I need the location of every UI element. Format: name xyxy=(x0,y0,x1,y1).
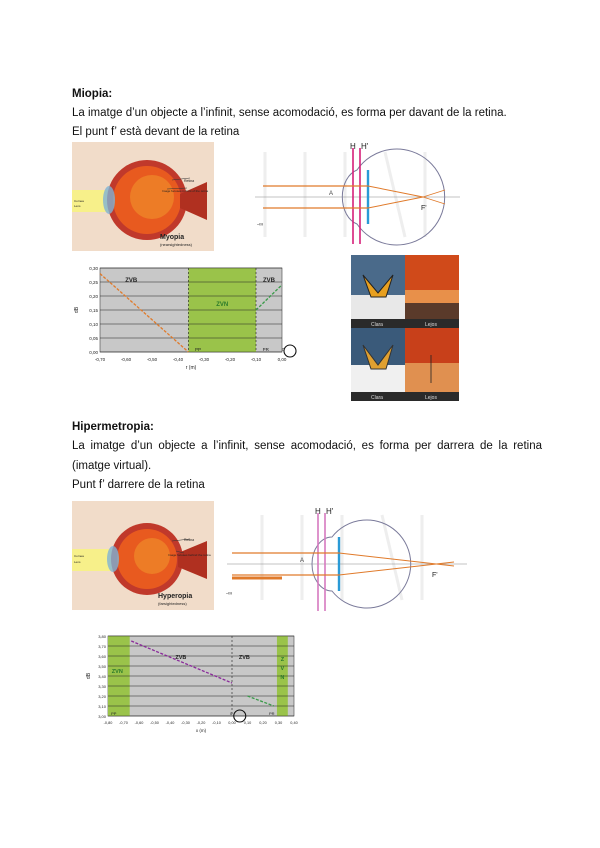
zone-label: ZVN xyxy=(111,669,123,675)
y-tick-label: 0,00 xyxy=(89,350,98,355)
x-tick-label: -0,50 xyxy=(150,721,159,725)
hyperopia-focus-label: Image focuses behind the retina xyxy=(168,553,211,557)
zone-label-letter: V xyxy=(280,666,285,672)
myopia-heading: Miopia: xyxy=(72,88,113,100)
myopia-retina-label: Retina xyxy=(184,179,195,183)
y-axis-label: dB xyxy=(86,672,92,680)
x-axis-label: r (m) xyxy=(185,365,197,371)
x-tick-label: -0,30 xyxy=(198,357,210,362)
myopia-caption: Myopia xyxy=(160,234,185,241)
myopia-subcaption: (nearsightedness) xyxy=(160,242,193,247)
x-tick-label: -0,10 xyxy=(212,721,221,725)
hyperopia-caption: Hyperopia xyxy=(158,593,193,600)
myopia-lens-label: Lens xyxy=(74,204,81,208)
y-tick-label: 3,00 xyxy=(98,713,106,719)
y-tick-label: 0,05 xyxy=(89,336,98,341)
hyperopia-h-prime-label: H' xyxy=(326,507,334,516)
myopia-h-prime-label: H' xyxy=(361,142,369,151)
hyperopia-f-label: F' xyxy=(432,572,438,579)
hyperopia-description: La imatge d’un objecte a l’infinit, sense acomodació, es forma per darrera de la retina xyxy=(72,440,542,452)
point-label: PR xyxy=(262,347,269,352)
y-tick-label: 0,15 xyxy=(89,308,98,313)
x-tick-label: -0,10 xyxy=(250,357,262,362)
x-tick-label: -0,70 xyxy=(119,721,128,725)
point-label: PP xyxy=(195,347,202,352)
y-tick-label: 0,20 xyxy=(89,294,98,299)
point-label: 0 xyxy=(230,711,233,716)
y-tick-label: 3,40 xyxy=(98,673,106,679)
myopia-optical-diagram xyxy=(245,140,465,248)
myopia-f-label: F' xyxy=(421,205,427,212)
zone-label: ZVB xyxy=(175,655,187,661)
zone-label-letter: N xyxy=(280,675,285,681)
myopia-a-label: A xyxy=(329,191,334,197)
myopia-focus-label: Image focuses in front of the retina xyxy=(162,189,209,193)
x-tick-label: 0,00 xyxy=(228,721,236,725)
origin-marker xyxy=(284,345,296,357)
y-axis-label: dB xyxy=(74,306,80,314)
myopia-chart xyxy=(72,262,300,374)
hyperopia-chart xyxy=(84,632,306,742)
y-tick-label: 3,60 xyxy=(98,653,106,659)
hyperopia-a-label: A xyxy=(300,558,305,564)
x-tick-label: -0,50 xyxy=(146,357,158,362)
myopia-chart-svg xyxy=(72,262,300,374)
x-tick-label: -0,80 xyxy=(103,721,113,725)
y-tick-label: 3,10 xyxy=(98,703,106,709)
hyperopia-retina-label: Retina xyxy=(184,538,195,542)
x-tick-label: -0,40 xyxy=(165,721,175,725)
y-tick-label: 3,70 xyxy=(98,643,106,649)
x-tick-label: -0,70 xyxy=(94,357,106,362)
myopia-comparison-photos xyxy=(351,255,459,401)
y-tick-label: 0,25 xyxy=(89,280,98,285)
y-tick-label: 3,50 xyxy=(98,663,106,669)
y-tick-label: 3,80 xyxy=(98,633,106,639)
x-tick-label: -0,20 xyxy=(224,357,236,362)
myopia-h-label: H xyxy=(350,142,356,151)
y-tick-label: 3,30 xyxy=(98,683,106,689)
hyperopia-chart-svg xyxy=(84,632,306,742)
x-tick-label: -0,20 xyxy=(196,721,206,725)
myopia-description: La imatge d’un objecte a l’infinit, sense acomodació, es forma per davant de la retina. xyxy=(72,107,507,119)
hyperopia-infinity-label: -∞ xyxy=(226,591,233,597)
y-tick-label: 3,20 xyxy=(98,693,106,699)
point-label: 0 xyxy=(282,347,285,352)
x-tick-label: 0,20 xyxy=(259,721,267,725)
myopia-focal-note: El punt f’ està devant de la retina xyxy=(72,126,240,138)
hyperopia-focal-note: Punt f’ darrere de la retina xyxy=(72,479,205,491)
x-tick-label: -0,60 xyxy=(134,721,144,725)
zone-label: ZVB xyxy=(125,278,138,284)
hyperopia-cornea-label: Cornea xyxy=(74,554,84,558)
hyperopia-eye-illustration xyxy=(72,501,214,610)
x-tick-label: 0,30 xyxy=(274,721,283,725)
hyperopia-description-cont: (imatge virtual). xyxy=(72,460,152,472)
zone-label-letter: Z xyxy=(280,657,285,663)
zone-label: ZVB xyxy=(263,278,275,284)
y-tick-label: 0,10 xyxy=(89,322,98,327)
zone-label: ZVB xyxy=(238,655,250,661)
myopia-eye-illustration xyxy=(72,142,214,251)
hyperopia-lens-label: Lens xyxy=(74,560,81,564)
hyperopia-optical-diagram xyxy=(222,505,472,615)
photo-label-tr: Lejos xyxy=(425,322,437,328)
x-tick-label: -0,30 xyxy=(181,721,190,725)
point-label: PP xyxy=(111,711,117,716)
hyperopia-heading: Hipermetropia: xyxy=(72,421,154,433)
x-tick-label: 0,40 xyxy=(290,721,298,725)
myopia-cornea-label: Cornea xyxy=(74,199,84,203)
point-label: PR xyxy=(268,711,275,716)
photo-label-tl: Clara xyxy=(371,322,383,328)
x-tick-label: 0,00 xyxy=(277,357,287,362)
photo-label-br: Lejos xyxy=(425,395,437,401)
x-tick-label: -0,60 xyxy=(120,357,132,362)
x-tick-label: 0,10 xyxy=(243,721,252,725)
zone-label: ZVN xyxy=(216,302,229,308)
x-axis-label: x (m) xyxy=(195,728,207,733)
hyperopia-subcaption: (farsightedness) xyxy=(158,601,187,606)
y-tick-label: 0,30 xyxy=(89,266,98,271)
myopia-infinity-label: -∞ xyxy=(257,222,264,228)
photo-label-bl: Clara xyxy=(371,395,383,401)
x-tick-label: -0,40 xyxy=(172,357,184,362)
hyperopia-h-label: H xyxy=(315,507,321,516)
